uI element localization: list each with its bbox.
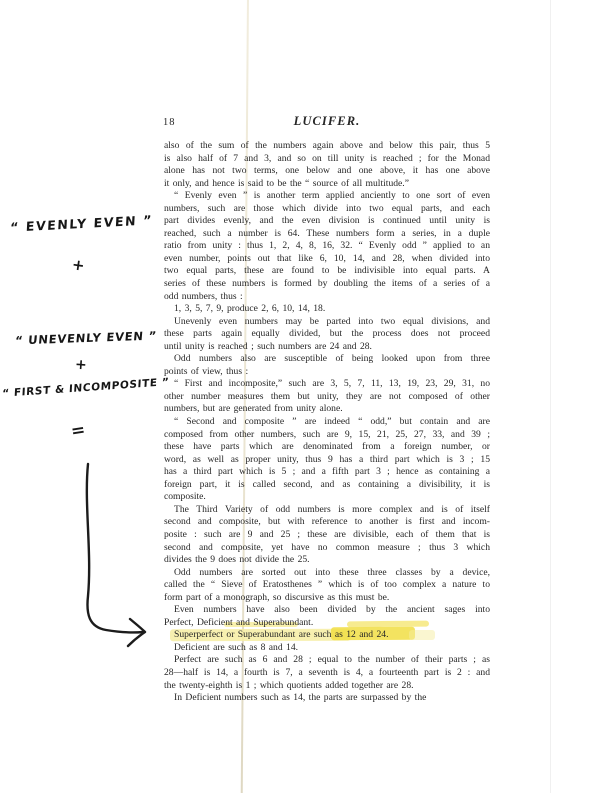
text-line: composite. [164,491,206,503]
text-line: second and composite, but with reference to another is first and incom- [164,516,490,528]
text-line: “ Evenly even ” is another term applied anciently to one sort of even [174,190,490,202]
text-line: The Third Variety of odd numbers is more complex and is of itself [174,503,490,515]
text-line: has a third part which is 5 ; and a fifth part 3 ; hence as containing a [164,466,490,478]
handwritten-note-first-incomposite: “ FIRST & INCOMPOSITE ” [1,376,170,400]
text-line: numbers, but are generated from unity alone. [164,403,343,415]
text-line: Unevenly even numbers may be parted into two equal divisions, and [174,315,490,327]
text-line: word, as well as proper unity, thus 9 has a third part which is 3 ; 15 [164,453,490,465]
handwritten-curved-arrow-icon [76,456,166,656]
body-text-column [164,140,490,705]
text-line: 1, 3, 5, 7, 9, produce 2, 6, 10, 14, 18. [174,303,326,315]
text-line: ratio from unity : thus 1, 2, 4, 8, 16, 32. “ Evenly odd ” applied to an [164,240,490,252]
text-line: even number, points out that like 6, 10, 14, and 28, when divided into [164,252,490,264]
journal-title: LUCIFER. [293,114,361,128]
text-line-highlighted: Superperfect or Superabundant are such as 12 and 24. [174,629,389,641]
text-line: also of the sum of the numbers again above and below this pair, thus 5 [164,140,490,151]
text-line: 28—half is 14, a fourth is 7, a seventh is 4, a fourteenth part is 2 : and [164,666,490,678]
text-line: Deficient are such as 8 and 14. [174,641,299,653]
handwritten-note-evenly-even: “ EVENLY EVEN ” [9,212,154,235]
text-line: is also half of 7 and 3, and so on till unity is reached ; for the Monad [164,152,490,164]
page-number: 18 [163,117,176,128]
handwritten-plus-sign: + [74,356,88,374]
scan-right-edge [550,0,551,793]
text-line: called the “ Sieve of Eratosthenes ” which is of too complex a nature to [164,579,490,591]
text-line: Perfect, Deficient and Superabundant. [164,616,314,628]
text-line: Perfect are such as 6 and 28 ; equal to the number of their parts ; as [174,654,490,666]
text-line: series of these numbers is formed by doubling the items of a series of a [164,278,490,290]
text-line: Even numbers have also been divided by the ancient sages into [174,604,490,616]
text-line: composed from other numbers, such are 9, 15, 21, 25, 27, 33, and 39 ; [164,428,490,440]
text-line: divides the 9 does not divide the 25. [164,554,310,566]
text-line: “ First and incomposite,” such are 3, 5, 7, 11, 13, 19, 23, 29, 31, no [174,378,490,390]
text-line: Odd numbers also are susceptible of being looked upon from three [174,353,490,365]
text-line: form part of a monograph, so discursive as this must be. [164,591,390,603]
text-line: these have parts which are denominated from a foreign number, or [164,441,490,453]
text-line: part divides evenly, and the even division is continued until unity is [164,215,490,227]
text-line: other number measures them but unity, they are not composed of other [164,390,490,402]
text-line: Odd numbers are sorted out into these three classes by a device, [174,566,490,578]
text-line: points of view, thus : [164,365,249,377]
text-line: numbers, such are those which divide into two equal parts, and each [164,202,490,214]
handwritten-equals-sign: = [69,420,87,442]
text-line: the twenty-eighth is 1 ; which quotients added together are 28. [164,679,414,691]
text-line: these parts again equally divided, but the process does not proceed [164,328,490,340]
text-line: two equal parts, these are found to be indivisible into equal parts. A [164,265,490,277]
text-line: reached, such a number is 64. These numbers form a series, in a duple [164,227,490,239]
text-line: foreign part, it is called second, and as containing a divisibility, it is [164,478,490,490]
text-line: posite : such are 9 and 25 ; these are divisible, each of them that is [164,528,490,540]
text-line: alone has not two terms, one below and one above, it has one above [164,165,490,177]
text-line: In Deficient numbers such as 14, the parts are surpassed by the [174,692,427,704]
text-line: odd numbers, thus : [164,290,243,302]
text-line: until unity is reached ; such numbers are 24 and 28. [164,340,372,352]
handwritten-note-unevenly-even: “ UNEVENLY EVEN ” [14,328,158,348]
text-line: “ Second and composite ” are indeed “ odd,” but contain and are [174,416,490,428]
handwritten-plus-sign: + [70,255,86,275]
text-line: second and composite, yet have no common measure ; thus 3 which [164,541,490,553]
text-line: it only, and hence is said to be the “ source of all multitude.” [164,177,409,189]
